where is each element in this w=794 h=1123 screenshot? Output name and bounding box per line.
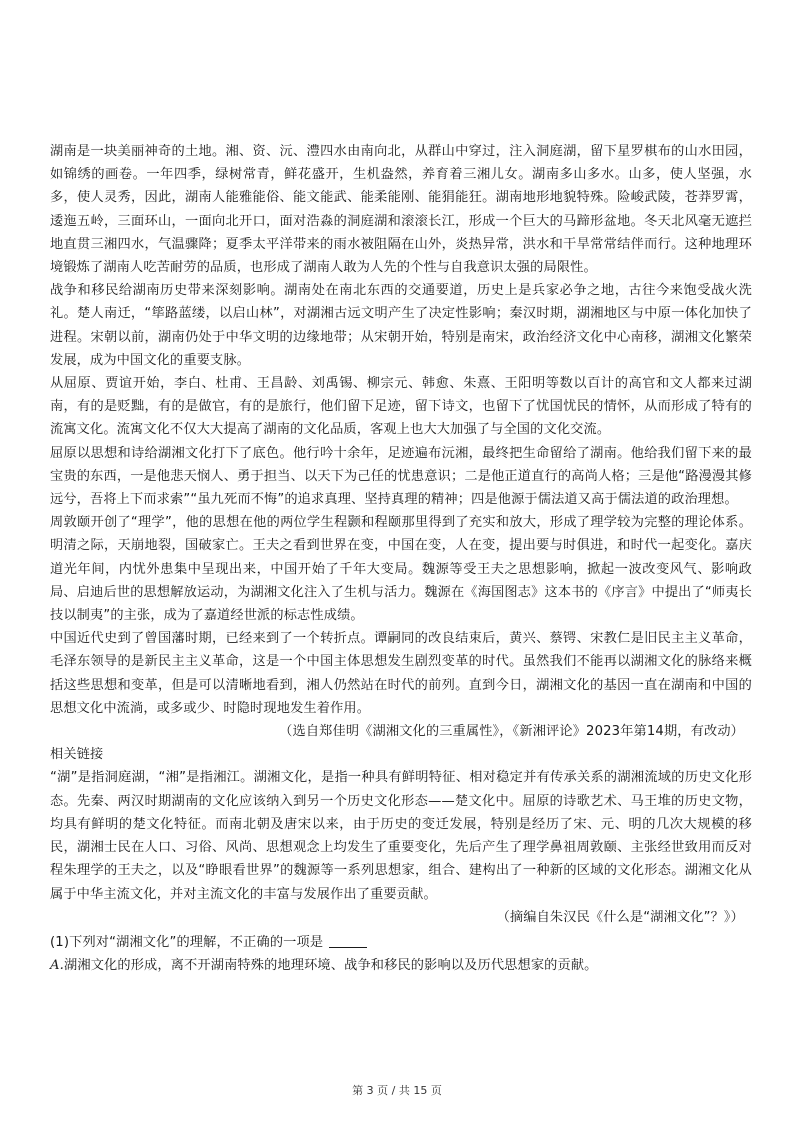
related-link-paragraph: “湖”是指洞庭湖，“湘”是指湘江。湖湘文化，是指一种具有鲜明特征、相对稳定并有传承关系的湖湘流域的历史文化形态。先秦、两汉时期湖南的文化应该纳入到另一个历史文化形态——楚文化中。屈原的诗歌艺术、马王堆的历史文物，均具有鲜明的楚文化特征。而南北朝及唐宋以来，由于历史的变迁发展，特别是经历了宋、元、明的几次大规模的移民，湖湘士民在人口、习俗、风尚、思想观念上均发生了重要变化，先后产生了理学鼻祖周敦颐、主张经世致用而反对程朱理学的王夫之，以及“睁眼看世界”的魏源等一系列思想家，组合、建构出了一种新的区域的文化形态。湖湘文化从属于中华主流文化，并对主流文化的丰富与发展作出了重要贡献。 [50, 770, 752, 902]
option-a-text: 湖湘文化的形成，离不开湖南特殊的地理环境、战争和移民的影响以及历代思想家的贡献。 [64, 958, 598, 974]
passage-source: （选自郑佳明《湖湘文化的三重属性》，《新湘评论》2023年第14期，有改动） [279, 724, 744, 740]
page-footer: 第 3 页 / 共 15 页 [352, 1084, 442, 1097]
option-a [50, 954, 752, 977]
passage-paragraph-6: 中国近代史到了曾国藩时期，已经来到了一个转折点。谭嗣同的改良结束后，黄兴、蔡锷、宋教仁是旧民主主义革命，毛泽东领导的是新民主主义革命，这是一个中国主体思想发生剧烈变革的时代。虽然我们不能再以湖湘文化的脉络来概括这些思想和变革，但是可以清晰地看到，湘人仍然站在时代的前列。直到今日，湖湘文化的基因一直在湖南和中国的思想文化中流淌，或多或少、时隐时现地发生着作用。 [50, 631, 752, 716]
question-1 [50, 931, 752, 954]
page-content [50, 140, 752, 977]
passage-paragraph-3: 从屈原、贾谊开始，李白、杜甫、王昌龄、刘禹锡、柳宗元、韩愈、朱熹、王阳明等数以百计的高官和文人都来过湖南，有的是贬黜，有的是做官，有的是旅行，他们留下足迹，留下诗文，也留下了忧国忧民的情怀，从而形成了特有的流寓文化。流寓文化不仅大大提高了湖南的文化品质，客观上也大大加强了与全国的文化交流。 [50, 376, 752, 438]
passage-paragraph-4: 屈原以思想和诗给湖湘文化打下了底色。他行吟十余年，足迹遍布沅湘，最终把生命留给了湖南。他给我们留下来的最宝贵的东西，一是他悲天悯人、勇于担当、以天下为己任的忧患意识；二是他正道直行的高尚人格；三是他“路漫漫其修远兮，吾将上下而求索”“虽九死而不悔”的追求真理、坚持真理的精神；四是他源于儒法道又高于儒法道的政治理想。 [50, 445, 752, 508]
passage-paragraph-1: 湖南是一块美丽神奇的土地。湘、资、沅、澧四水由南向北，从群山中穿过，注入洞庭湖，留下星罗棋布的山水田园，如锦绣的画卷。一年四季，绿树常青，鲜花盛开，生机盎然，养育着三湘儿女。湖南多山多水。山多，使人坚强，水多，使人灵秀，因此，湖南人能雅能俗、能文能武、能柔能刚、能狷能狂。湖南地形地貌特殊。险峻武陵，苍莽罗霄，逶迤五岭，三面环山，一面向北开口，面对浩淼的洞庭湖和滚滚长江，形成一个巨大的马蹄形盆地。冬天北风毫无遮拦地直贯三湘四水，气温骤降；夏季太平洋带来的雨水被阻隔在山外，炎热异常，洪水和干旱常常结伴而行。这种地理环境锻炼了湖南人吃苦耐劳的品质，也形成了湖南人敢为人先的个性与自我意识太强的局限性。 [50, 144, 752, 276]
related-link-source: （摘编自朱汉民《什么是“湖湘文化”？》） [496, 909, 744, 925]
answer-blank[interactable] [329, 933, 367, 948]
question-1-stem: (1)下列对“湖湘文化”的理解，不正确的一项是 [50, 934, 324, 950]
related-link-heading: 相关链接 [50, 747, 104, 763]
passage-paragraph-2: 战争和移民给湖南历史带来深刻影响。湖南处在南北东西的交通要道，历史上是兵家必争之地，古往今来饱受战火洗礼。楚人南迁，“筚路蓝缕，以启山林”，对湖湘古远文明产生了决定性影响；秦汉时期，湖湘地区与中原一体化加快了进程。宋朝以前，湖南仍处于中华文明的边缘地带；从宋朝开始，特别是南宋，政治经济文化中心南移，湖湘文化繁荣发展，成为中国文化的重要支脉。 [50, 283, 752, 368]
option-a-letter: A. [50, 958, 65, 974]
passage-paragraph-5: 周敦颐开创了“理学”，他的思想在他的两位学生程颢和程颐那里得到了充实和放大，形成了理学较为完整的理论体系。明清之际，天崩地裂，国破家亡。王夫之看到世界在变，中国在变，人在变，提出要与时俱进，和时代一起变化。嘉庆道光年间，内忧外患集中呈现出来，中国开始了千年大变局。魏源等受王夫之思想影响，掀起一波改变风气、影响政局、启迪后世的思想解放运动，为湖湘文化注入了生机与活力。魏源在《海国图志》这本书的《序言》中提出了“师夷长技以制夷”的主张，成为了嘉道经世派的标志性成绩。 [50, 515, 752, 624]
